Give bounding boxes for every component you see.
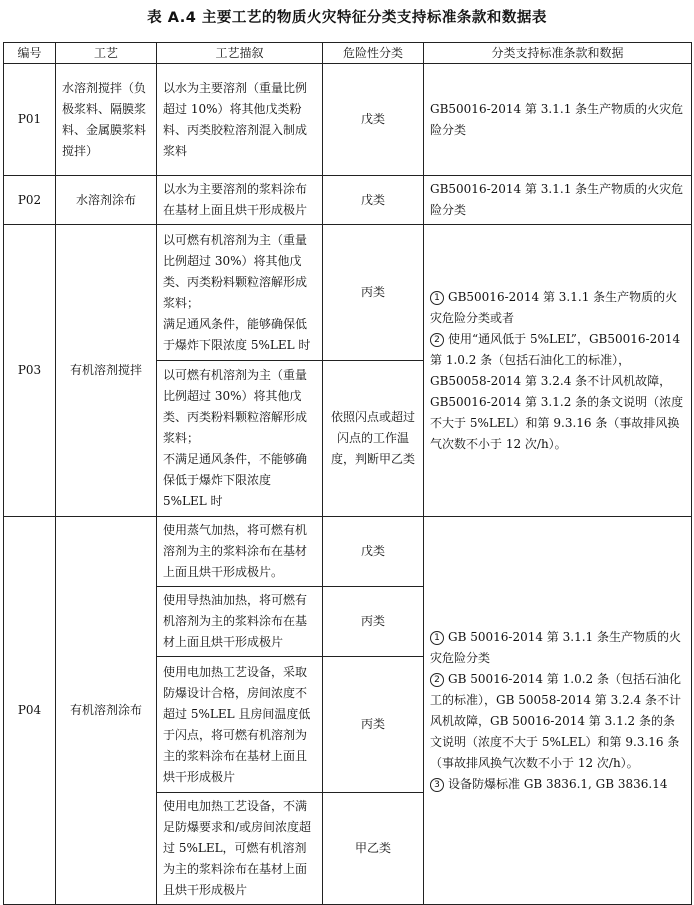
- row-description: [157, 361, 323, 517]
- row-process: 水溶剂涂布: [56, 176, 157, 225]
- description-line: 以可燃有机溶剂为主（重量比例超过 30%）将其他戊类、丙类粉料颗粒溶解形成浆料；: [163, 232, 308, 310]
- description-line: 以可燃有机溶剂为主（重量比例超过 30%）将其他戊类、丙类粉料颗粒溶解形成浆料；: [163, 368, 308, 445]
- row-hazard-class: 戊类: [323, 176, 424, 225]
- row-process: 有机溶剂涂布: [56, 517, 157, 905]
- row-hazard-class: 戊类: [323, 64, 424, 176]
- support-item: [430, 669, 685, 774]
- description-line: 不满足通风条件，不能够确保低于爆炸下限浓度 5%LEL 时: [163, 452, 308, 508]
- row-description: 使用蒸气加热，将可燃有机溶剂为主的浆料涂布在基材上面且烘干形成极片。: [157, 517, 323, 587]
- support-text: GB 50016-2014 第 3.1.1 条生产物质的火灾危险分类: [430, 629, 681, 665]
- row-hazard-class: 丙类: [323, 225, 424, 361]
- support-text: 使用“通风低于 5%LEL”，GB50016-2014 第 1.0.2 条（包括石油化工的标准），GB50058-2014 第 3.2.4 条不计风机故障，GB50016-2014 第 3.1.2 条的条文说明（浓度不大于 5%LEL）和第 9.3.16 条（事故排风换气次数不小于 12 次/h）。: [430, 331, 684, 451]
- circled-number: 3: [430, 778, 444, 792]
- circled-number: 2: [430, 333, 444, 347]
- row-description: 使用导热油加热，将可燃有机溶剂为主的浆料涂布在基材上面且烘干形成极片: [157, 587, 323, 657]
- row-support: GB50016-2014 第 3.1.1 条生产物质的火灾危险分类: [424, 176, 692, 225]
- header-hazard-class: 危险性分类: [323, 43, 424, 64]
- row-description: [157, 225, 323, 361]
- row-hazard-class: 戊类: [323, 517, 424, 587]
- table-row: [4, 176, 692, 225]
- row-code: P04: [4, 517, 56, 905]
- header-code: 编号: [4, 43, 56, 64]
- table-row: [4, 225, 692, 361]
- row-code: P01: [4, 64, 56, 176]
- row-code: P03: [4, 225, 56, 517]
- header-description: 工艺描叙: [157, 43, 323, 64]
- table-header-row: [4, 43, 692, 64]
- row-hazard-class: 依照闪点或超过闪点的工作温度，判断甲乙类: [323, 361, 424, 517]
- row-hazard-class: 丙类: [323, 657, 424, 793]
- support-item: [430, 287, 685, 329]
- row-support: [424, 225, 692, 517]
- row-hazard-class: 甲乙类: [323, 793, 424, 905]
- row-support: GB50016-2014 第 3.1.1 条生产物质的火灾危险分类: [424, 64, 692, 176]
- row-description: 使用电加热工艺设备，不满足防爆要求和/或房间浓度超过 5%LEL，可燃有机溶剂为主的浆料涂布在基材上面且烘干形成极片: [157, 793, 323, 905]
- circled-number: 1: [430, 631, 444, 645]
- support-text: GB50016-2014 第 3.1.1 条生产物质的火灾危险分类或者: [430, 289, 678, 325]
- row-process: 有机溶剂搅拌: [56, 225, 157, 517]
- description-line: 满足通风条件，能够确保低于爆炸下限浓度 5%LEL 时: [163, 316, 311, 352]
- header-support: 分类支持标准条款和数据: [424, 43, 692, 64]
- row-description: 使用电加热工艺设备，采取防爆设计合格，房间浓度不超过 5%LEL 且房间温度低于闪点，将可燃有机溶剂为主的浆料涂布在基材上面且烘干形成极片: [157, 657, 323, 793]
- support-item: [430, 774, 685, 795]
- standards-table: [3, 42, 692, 905]
- circled-number: 1: [430, 291, 444, 305]
- row-hazard-class: 丙类: [323, 587, 424, 657]
- support-text: GB 50016-2014 第 1.0.2 条（包括石油化工的标准），GB 50058-2014 第 3.2.4 条不计风机故障，GB 50016-2014 第 3.1.2 条的条文说明（浓度不大于 5%LEL）和第 9.3.16 条（事故排风换气次数不小于 12 次/h）。: [430, 671, 681, 770]
- row-process: 水溶剂搅拌（负极浆料、隔膜浆料、金属膜浆料搅拌）: [56, 64, 157, 176]
- circled-number: 2: [430, 673, 444, 687]
- row-description: 以水为主要溶剂的浆料涂布在基材上面且烘干形成极片: [157, 176, 323, 225]
- support-item: [430, 329, 685, 455]
- table-title: 表 A.4 主要工艺的物质火灾特征分类支持标准条款和数据表: [147, 10, 547, 26]
- support-item: [430, 627, 685, 669]
- row-code: P02: [4, 176, 56, 225]
- row-description: 以水为主要溶剂（重量比例超过 10%）将其他戊类粉料、丙类胶粒溶剂混入制成浆料: [157, 64, 323, 176]
- support-text: 设备防爆标准 GB 3836.1, GB 3836.14: [448, 776, 668, 791]
- header-process: 工艺: [56, 43, 157, 64]
- row-support: [424, 517, 692, 905]
- table-row: [4, 517, 692, 587]
- table-row: [4, 64, 692, 176]
